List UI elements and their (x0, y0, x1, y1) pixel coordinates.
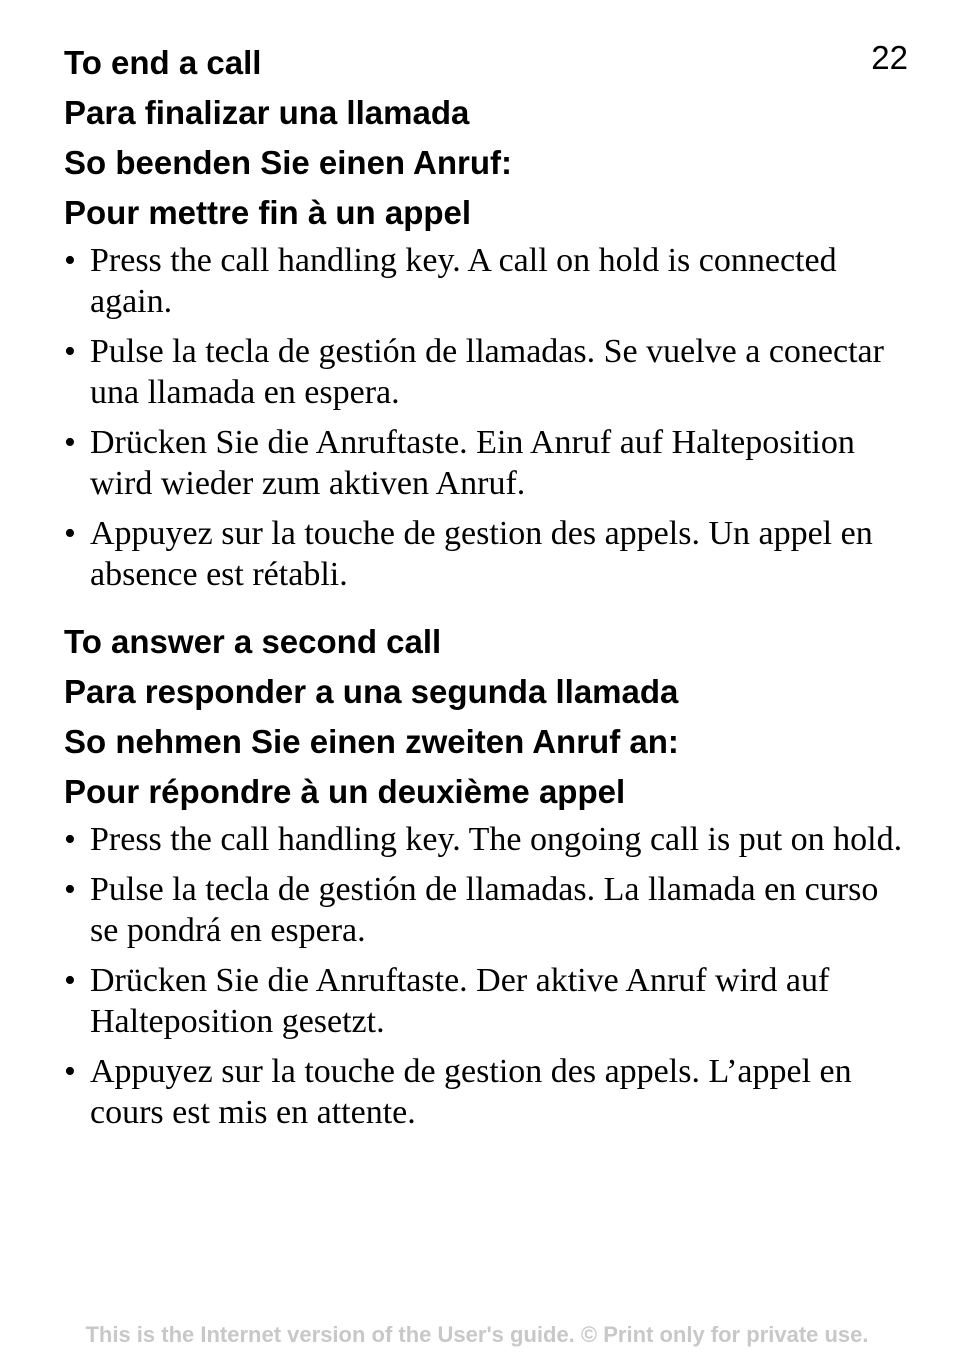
section-answer-second-call (64, 617, 912, 1133)
instruction-list (64, 240, 912, 595)
instruction-item-english (64, 240, 912, 322)
heading-english: To answer a second call (64, 623, 442, 660)
instruction-item-french (64, 1051, 912, 1133)
bullet-icon: • (64, 333, 76, 370)
heading-german: So beenden Sie einen Anruf: (64, 144, 512, 181)
instruction-text: Pulse la tecla de gestión de llamadas. La llamada en curso se pondrá en espera. (90, 871, 879, 949)
instruction-item-german (64, 422, 912, 504)
heading-french: Pour répondre à un deuxième appel (64, 773, 626, 810)
instruction-text: Drücken Sie die Anruftaste. Der aktive Anruf wird auf Halteposition gesetzt. (90, 962, 830, 1040)
instruction-list (64, 819, 912, 1133)
instruction-item-german (64, 960, 912, 1042)
instruction-item-spanish (64, 331, 912, 413)
bullet-icon: • (64, 871, 76, 908)
instruction-text: Pulse la tecla de gestión de llamadas. Se vuelve a conectar una llamada en espera. (90, 333, 884, 411)
instruction-text: Appuyez sur la touche de gestion des appels. Un appel en absence est rétabli. (90, 515, 873, 593)
bullet-icon: • (64, 515, 76, 552)
instruction-item-english (64, 819, 912, 860)
heading-spanish: Para responder a una segunda llamada (64, 673, 679, 710)
instruction-text: Press the call handling key. The ongoing call is put on hold. (90, 821, 903, 858)
heading-german: So nehmen Sie einen zweiten Anruf an: (64, 723, 679, 760)
instruction-text: Drücken Sie die Anruftaste. Ein Anruf auf Halteposition wird wieder zum aktiven Anruf. (90, 424, 855, 502)
heading-english: To end a call (64, 44, 262, 81)
footer-notice: This is the Internet version of the User's guide. © Print only for private use. (85, 1322, 869, 1347)
instruction-item-spanish (64, 869, 912, 951)
page-content (64, 38, 912, 1142)
bullet-icon: • (64, 242, 76, 279)
bullet-icon: • (64, 1053, 76, 1090)
heading-french: Pour mettre fin à un appel (64, 194, 472, 231)
heading-spanish: Para finalizar una llamada (64, 94, 470, 131)
instruction-item-french (64, 513, 912, 595)
bullet-icon: • (64, 962, 76, 999)
section-end-call (64, 38, 912, 595)
bullet-icon: • (64, 424, 76, 461)
bullet-icon: • (64, 821, 76, 858)
section-spacer (64, 604, 912, 617)
page-number: 22 (871, 39, 908, 76)
instruction-text: Press the call handling key. A call on hold is connected again. (90, 242, 837, 320)
instruction-text: Appuyez sur la touche de gestion des appels. L’appel en cours est mis en attente. (90, 1053, 852, 1131)
